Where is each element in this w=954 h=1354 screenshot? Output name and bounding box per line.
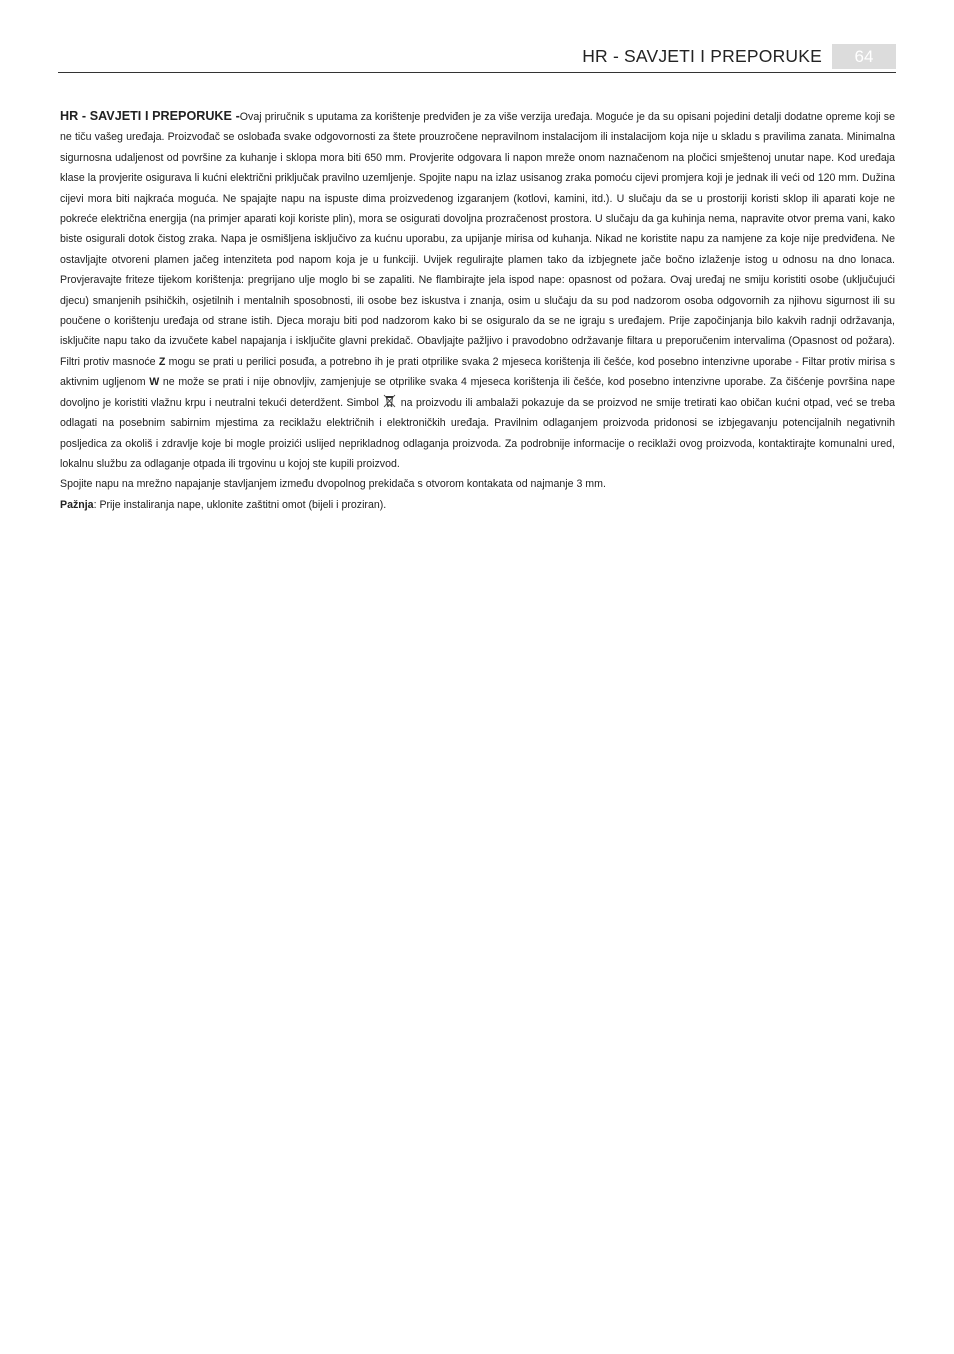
warning-text: : Prije instaliranja nape, uklonite zaštitni omot (bijeli i proziran). <box>93 498 387 511</box>
paragraph-text: ne može se prati i nije obnovljiv, zamjenjuje se otprilike svaka 4 mjeseca korištenja ili češće, kod posebno intenzivne uporabe. Za čišćenje površina nape dovoljno je koristiti vlažnu krpu i neutralni tekući deterdžent. Simbol <box>60 376 895 409</box>
page-number: 64 <box>832 44 896 69</box>
filter-label-w: W <box>149 376 160 389</box>
crossed-out-wheelie-bin-icon <box>383 394 396 408</box>
paragraph-text: Ovaj priručnik s uputama za korištenje predviđen je za više verzija uređaja. Moguće je da su opisani pojedini detalji dodatne opreme koji se ne tiču vašeg uređaja. Proizvođač se oslobađa svake odgovornosti za štete prouzročene nepravilnom instalacijom ili instalacijom koja nije u skladu s pravilima zanata. Minimalna sigurnosna udaljenost od površine za kuhanje i sklopa mora biti 650 mm. Provjerite odgovara li napon mreže onom naznačenom na pločici smještenoj unutar nape. Kod uređaja klase la provjerite osigurava li kućni električni priključak pravilno uzemljenje. Spojite napu na izlaz usisanog zraka pomoću cijevi promjera koji je jednak ili veći od 120 mm. Dužina cijevi mora biti najkraća moguća. Ne spajajte napu na ispuste dima proizvedenog izgaranjem (kotlovi, kamini, itd.). U slučaju da se u prostoriji koristi sklop ili aparati koje ne pokreće električna energija (na primjer aparati koji koriste plin), mora se osigurati dovoljna prozračenost prostora. U slučaju da ga kuhinja nema, napravite otvor prema vani, kako biste osigurali dotok čistog zraka. Napa je osmišljena isključivo za kućnu uporabu, za upijanje mirisa od kuhanja. Nikad ne koristite napu za namjene za koje nije predviđena. Ne ostavljajte otvoreni plamen jačeg intenziteta pod napom koja je u funkciji. Uvijek regulirajte plamen tako da izbjegnete jače bočno izlaženje istog u odnosu na dno lonaca. Provjeravajte friteze tijekom korištenja: pregrijano ulje moglo bi se zapaliti. Ne flambirajte jela ispod nape: opasnost od požara. Ovaj uređaj ne smiju koristiti osobe (uključujući djecu) smanjenih psihičkih, osjetilnih i mentalnih sposobnosti, ili osobe bez iskustva i znanja, osim u slučaju da su pod nadzorom osoba odgovornih za njihovu sigurnost ili su poučene o korištenju uređaja od strane istih. Djeca moraju biti pod nadzorom kako bi se osiguralo da se ne igraju s uređajem. Prije započinjanja bilo kakvih radnji održavanja, isključite napu tako da izvučete kabel napajanja i isključite glavni prekidač. Obavljajte pažljivo i pravodobno održavanje filtara u preporučenim intervalima (Opasnost od požara). Filtri protiv masnoće <box>60 111 895 368</box>
paragraph-text: na proizvodu ili ambalaži pokazuje da se proizvod ne smije tretirati kao običan kućni otpad, već se treba odlagati na posebnim sabirnim mjestima za reciklažu električnih i elektroničkih uređaja. Pravilnim odlaganjem proizvoda pridonosi se izbjegavanju potencijalnih negativnih posljedica za okoliš i zdravlje koje bi mogle proizići uslijed neprikladnog odlaganja proizvoda. Za podrobnije informacije o reciklaži ovog proizvoda, kontaktirajte komunalni ured, lokalnu službu za odlaganje otpada ili trgovinu u kojoj ste kupili proizvod. <box>60 396 895 470</box>
header-title: HR - SAVJETI I PREPORUKE <box>582 46 822 66</box>
filter-label-z: Z <box>158 355 166 368</box>
paragraph-text: mogu se prati u perilici posuđa, a potrebno ih je prati otprilike svaka 2 mjeseca korištenja ili češće, kod posebno intenzivne uporabe - Filtar protiv mirisa s aktivnim ugljenom <box>60 355 895 389</box>
page-header <box>58 44 896 73</box>
paragraph-main <box>60 106 895 474</box>
paragraph-warning <box>60 495 895 515</box>
paragraph-power: Spojite napu na mrežno napajanje stavljanjem između dvopolnog prekidača s otvorom kontakata od najmanje 3 mm. <box>60 478 606 491</box>
document-body <box>60 106 895 515</box>
warning-label: Pažnja <box>60 498 94 511</box>
section-title: HR - SAVJETI I PREPORUKE - <box>60 109 240 123</box>
